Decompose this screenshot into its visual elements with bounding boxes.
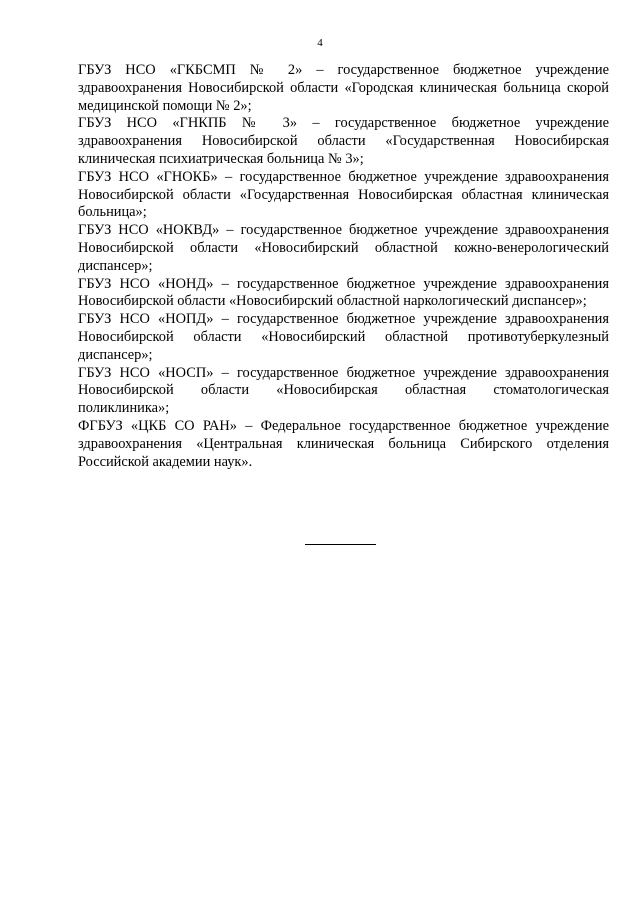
abbreviation-entry-gkbsmp: ГБУЗ НСО «ГКБСМП № 2» – государственное бюджетное учреждение здравоохранения Новосибирской области «Городская клиническая больница скорой медицинской помощи № 2»; [78,62,609,114]
abbreviation-entry-nokvd: ГБУЗ НСО «НОКВД» – государственное бюджетное учреждение здравоохранения Новосибирской области «Новосибирский областной кожно-венерологический диспансер»; [78,222,609,274]
page-number: 4 [317,37,323,49]
closing-divider-line [305,544,376,545]
abbreviation-list [78,62,609,471]
abbreviation-entry-gnokb: ГБУЗ НСО «ГНОКБ» – государственное бюджетное учреждение здравоохранения Новосибирской области «Государственная Новосибирская областная клиническая больница»; [78,168,609,221]
abbreviation-entry-gnkpb: ГБУЗ НСО «ГНКПБ № 3» – государственное бюджетное учреждение здравоохранения Новосибирской области «Государственная Новосибирская клиническая психиатрическая больница № 3»; [78,115,609,167]
abbreviation-entry-tskb-so-ran: ФГБУЗ «ЦКБ СО РАН» – Федеральное государственное бюджетное учреждение здравоохранения «Центральная клиническая больница Сибирского отделения Российской академии наук». [78,417,609,470]
abbreviation-entry-nond: ГБУЗ НСО «НОНД» – государственное бюджетное учреждение здравоохранения Новосибирской области «Новосибирский областной наркологический диспансер»; [78,275,609,310]
abbreviation-entry-nopd: ГБУЗ НСО «НОПД» – государственное бюджетное учреждение здравоохранения Новосибирской области «Новосибирский областной противотуберкулезный диспансер»; [78,311,609,363]
abbreviation-entry-nosp: ГБУЗ НСО «НОСП» – государственное бюджетное учреждение здравоохранения Новосибирской области «Новосибирская областная стоматологическая поликлиника»; [78,364,609,417]
